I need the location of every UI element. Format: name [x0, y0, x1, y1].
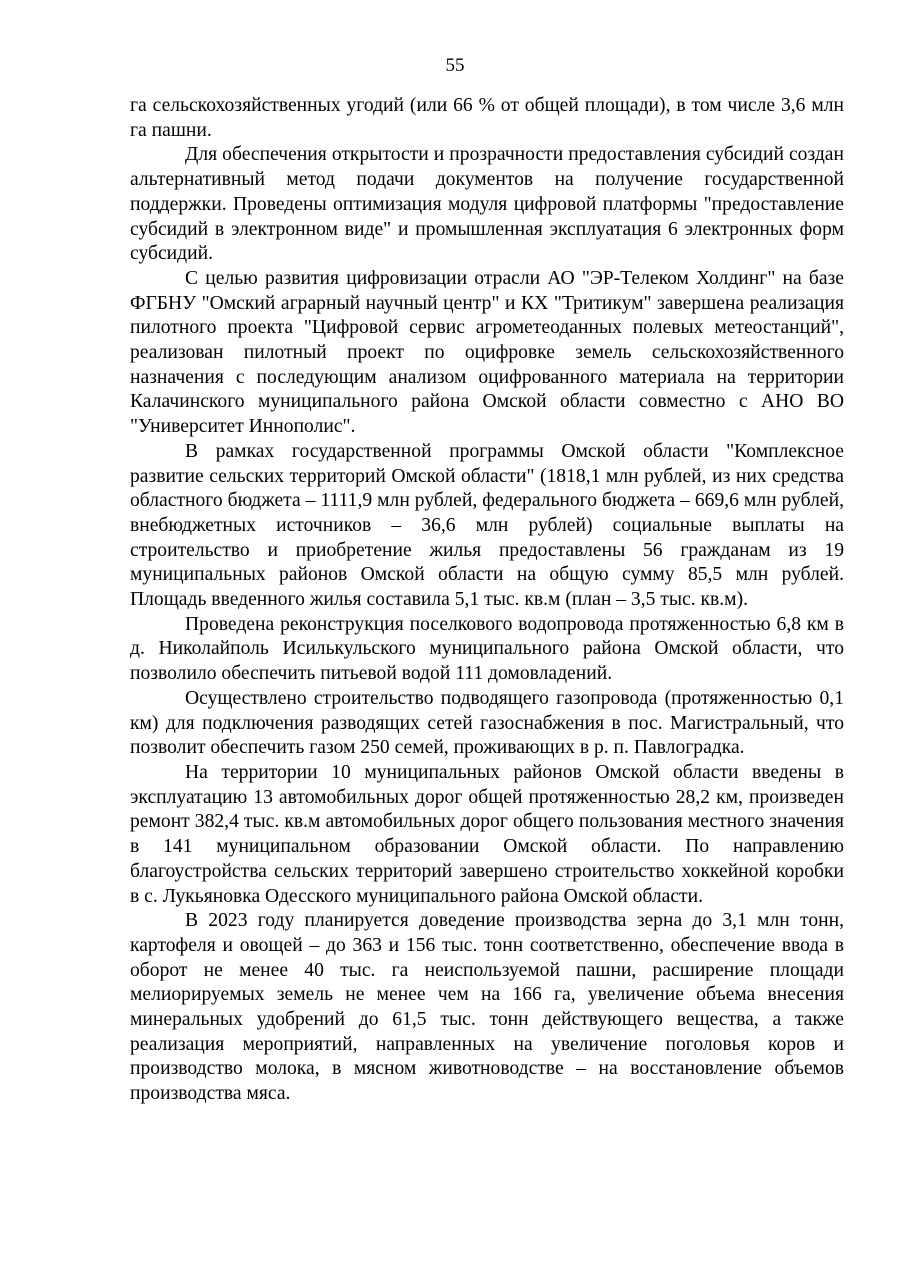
- page-number: 55: [445, 55, 465, 76]
- paragraph-digitalization: С целью развития цифровизации отрасли АО "ЭР-Телеком Холдинг" на базе ФГБНУ "Омский аграрный научный центр" и КХ "Тритикум" завершена реализация пилотного проекта "Цифровой сервис агрометеоданных полевых метеостанций", реализован пилотный проект по оцифровке земель сельскохозяйственного назначения с последующим анализом оцифрованного материала на территории Калачинского муниципального района Омской области совместно с АНО ВО "Университет Иннополис".: [130, 267, 844, 438]
- paragraph-water-supply: Проведена реконструкция поселкового водопровода протяженностью 6,8 км в д. Николайполь Исилькульского муниципального района Омской области, что позволило обеспечить питьевой водой 111 домовладений.: [130, 613, 844, 685]
- document-body: [130, 94, 844, 1107]
- paragraph-continuation: га сельскохозяйственных угодий (или 66 % от общей площади), в том числе 3,6 млн га пашни.: [130, 95, 844, 141]
- paragraph-plans-2023: В 2023 году планируется доведение производства зерна до 3,1 млн тонн, картофеля и овощей – до 363 и 156 тыс. тонн соответственно, обеспечение ввода в оборот не менее 40 тыс. га неиспользуемой пашни, расширение площади мелиорируемых земель не менее чем на 166 га, увеличение объема внесения минеральных удобрений до 61,5 тыс. тонн действующего вещества, а также реализация мероприятий, направленных на увеличение поголовья коров и производство молока, в мясном животноводстве – на восстановление объемов производства мяса.: [130, 910, 844, 1105]
- paragraph-rural-development-program: В рамках государственной программы Омской области "Комплексное развитие сельских территорий Омской области" (1818,1 млн рублей, из них средства областного бюджета – 1111,9 млн рублей, федерального бюджета – 669,6 млн рублей, внебюджетных источников – 36,6 млн рублей) социальные выплаты на строительство и приобретение жилья предоставлены 56 гражданам из 19 муниципальных районов Омской области на общую сумму 85,5 млн рублей. Площадь введенного жилья составила 5,1 тыс. кв.м (план – 3,5 тыс. кв.м).: [130, 440, 844, 611]
- paragraph-roads: На территории 10 муниципальных районов Омской области введены в эксплуатацию 13 автомобильных дорог общей протяженностью 28,2 км, произведен ремонт 382,4 тыс. кв.м автомобильных дорог общего пользования местного значения в 141 муниципальном образовании Омской области. По направлению благоустройства сельских территорий завершено строительство хоккейной коробки в с. Лукьяновка Одесского муниципального района Омской области.: [130, 761, 844, 907]
- paragraph-subsidies-transparency: Для обеспечения открытости и прозрачности предоставления субсидий создан альтернативный метод подачи документов на получение государственной поддержки. Проведены оптимизация модуля цифровой платформы "предоставление субсидий в электронном виде" и промышленная эксплуатация 6 электронных форм субсидий.: [130, 144, 844, 265]
- paragraph-gas-pipeline: Осуществлено строительство подводящего газопровода (протяженностью 0,1 км) для подключения разводящих сетей газоснабжения в пос. Магистральный, что позволит обеспечить газом 250 семей, проживающих в р. п. Павлоградка.: [130, 687, 844, 759]
